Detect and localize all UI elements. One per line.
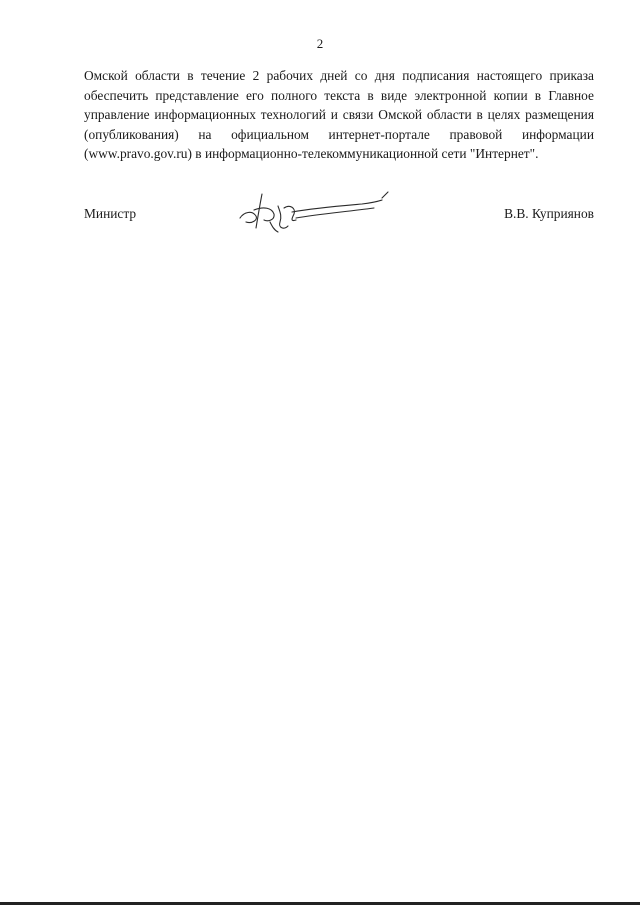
signer-name: В.В. Куприянов bbox=[504, 206, 594, 221]
signature-block bbox=[84, 200, 594, 240]
signer-position: Министр bbox=[84, 206, 137, 221]
handwritten-signature-icon bbox=[234, 188, 394, 234]
page-number: 2 bbox=[316, 36, 324, 51]
body-paragraph: Омской области в течение 2 рабочих дней со дня подписания настоящего приказа обеспечить представление его полного текста в виде электронной копии в Главное управление информационных технологий и связи Омской области в целях размещения (опубликования) на официальном интернет-портале правовой информации (www.pravo.gov.ru) в информационно-телекоммуникационной сети "Интернет". bbox=[84, 68, 594, 161]
